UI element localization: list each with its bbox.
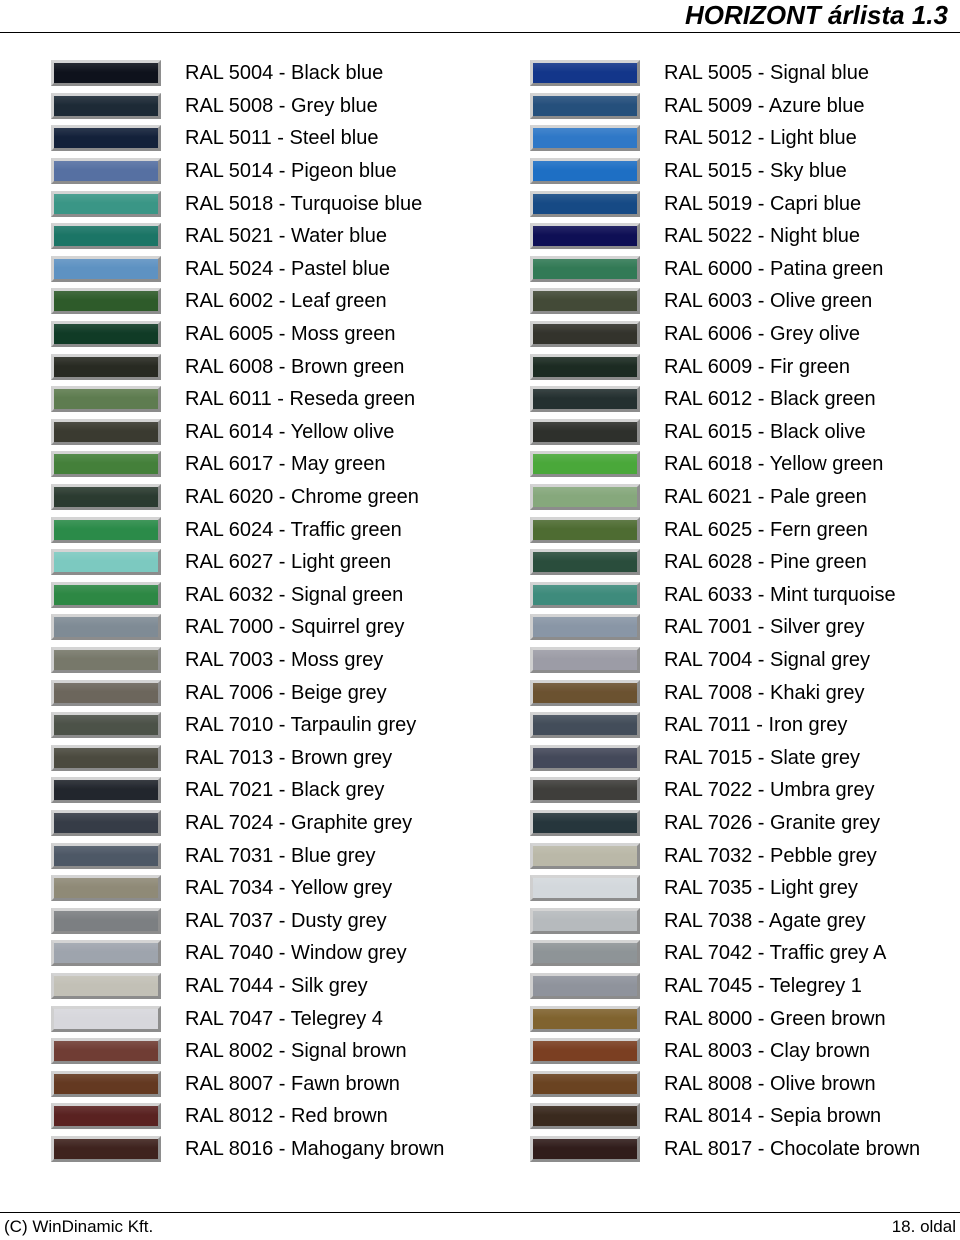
color-label: RAL 7031 - Blue grey [185, 844, 376, 867]
color-label: RAL 7038 - Agate grey [664, 909, 866, 932]
color-swatch [51, 712, 161, 738]
color-swatch [530, 940, 640, 966]
color-swatch [51, 843, 161, 869]
color-swatch [51, 973, 161, 999]
color-row [530, 187, 920, 220]
color-label: RAL 6028 - Pine green [664, 551, 867, 574]
color-label: RAL 6011 - Reseda green [185, 388, 416, 411]
color-row [51, 383, 444, 416]
color-label: RAL 5009 - Azure blue [664, 94, 865, 117]
color-label: RAL 7015 - Slate grey [664, 746, 861, 769]
color-swatch [51, 614, 161, 640]
color-label: RAL 7010 - Tarpaulin grey [185, 714, 417, 737]
color-swatch [530, 745, 640, 771]
color-swatch [530, 1006, 640, 1032]
color-swatch [530, 614, 640, 640]
color-row [51, 709, 444, 742]
color-row [51, 579, 444, 612]
color-row [51, 937, 444, 970]
color-swatch [51, 354, 161, 380]
color-label: RAL 7013 - Brown grey [185, 746, 393, 769]
color-row [51, 122, 444, 155]
color-label: RAL 8000 - Green brown [664, 1007, 886, 1030]
color-row [51, 1035, 444, 1068]
color-label: RAL 5008 - Grey blue [185, 94, 378, 117]
color-swatch [530, 973, 640, 999]
color-swatch [530, 680, 640, 706]
color-row [530, 741, 920, 774]
color-row [530, 57, 920, 90]
color-label: RAL 7034 - Yellow grey [185, 877, 393, 900]
color-label: RAL 6021 - Pale green [664, 486, 867, 509]
color-row [530, 970, 920, 1003]
color-label: RAL 6000 - Patina green [664, 257, 884, 280]
color-swatch [51, 940, 161, 966]
color-row [51, 57, 444, 90]
color-label: RAL 7037 - Dusty grey [185, 909, 387, 932]
color-label: RAL 8008 - Olive brown [664, 1072, 876, 1095]
color-row [530, 1133, 920, 1166]
color-label: RAL 6027 - Light green [185, 551, 392, 574]
color-row [530, 220, 920, 253]
color-row [530, 611, 920, 644]
footer-divider [0, 1212, 960, 1213]
color-label: RAL 7040 - Window grey [185, 942, 407, 965]
color-label: RAL 7000 - Squirrel grey [185, 616, 405, 639]
color-label: RAL 5021 - Water blue [185, 225, 387, 248]
page-title: HORIZONT árlista 1.3 [685, 0, 948, 30]
color-row [51, 90, 444, 123]
color-row [530, 253, 920, 286]
color-swatch [51, 517, 161, 543]
color-row [51, 611, 444, 644]
color-label: RAL 5011 - Steel blue [185, 127, 379, 150]
color-label: RAL 7004 - Signal grey [664, 648, 871, 671]
color-swatch [51, 1136, 161, 1162]
color-label: RAL 6025 - Fern green [664, 518, 868, 541]
color-label: RAL 5012 - Light blue [664, 127, 857, 150]
color-swatch [51, 125, 161, 151]
color-swatch [530, 256, 640, 282]
footer-page-number: 18. oldal [891, 1217, 956, 1236]
color-label: RAL 8014 - Sepia brown [664, 1105, 882, 1128]
color-label: RAL 6005 - Moss green [185, 323, 396, 346]
color-swatch [530, 549, 640, 575]
color-row [51, 155, 444, 188]
color-row [51, 872, 444, 905]
color-row [530, 155, 920, 188]
color-label: RAL 6018 - Yellow green [664, 453, 884, 476]
color-swatch [51, 1071, 161, 1097]
color-swatch [51, 647, 161, 673]
color-row [530, 513, 920, 546]
color-label: RAL 6017 - May green [185, 453, 386, 476]
color-row [530, 839, 920, 872]
color-row [51, 350, 444, 383]
color-row [51, 220, 444, 253]
color-row [530, 676, 920, 709]
color-row [530, 1100, 920, 1133]
color-swatch [530, 125, 640, 151]
color-swatch [530, 908, 640, 934]
color-swatch [51, 158, 161, 184]
color-swatch [530, 484, 640, 510]
color-row [530, 644, 920, 677]
color-swatch [51, 1038, 161, 1064]
color-swatch [530, 60, 640, 86]
color-swatch [51, 1103, 161, 1129]
color-row [51, 187, 444, 220]
color-swatch [51, 777, 161, 803]
color-swatch [530, 647, 640, 673]
color-row [530, 481, 920, 514]
color-row [51, 1133, 444, 1166]
color-swatch [530, 386, 640, 412]
color-label: RAL 6012 - Black green [664, 388, 876, 411]
color-row [51, 318, 444, 351]
color-row [530, 904, 920, 937]
color-label: RAL 6002 - Leaf green [185, 290, 387, 313]
color-row [530, 448, 920, 481]
color-label: RAL 8002 - Signal brown [185, 1040, 407, 1063]
color-row [51, 546, 444, 579]
color-row [530, 872, 920, 905]
color-label: RAL 7042 - Traffic grey A [664, 942, 887, 965]
color-label: RAL 8017 - Chocolate brown [664, 1137, 921, 1160]
color-row [51, 644, 444, 677]
color-swatch [530, 288, 640, 314]
footer-company: (C) WinDinamic Kft. [4, 1217, 154, 1236]
color-swatch [51, 288, 161, 314]
header-divider [0, 32, 960, 33]
color-label: RAL 5005 - Signal blue [664, 62, 869, 85]
color-row [530, 416, 920, 449]
color-row [530, 122, 920, 155]
color-label: RAL 7024 - Graphite grey [185, 811, 413, 834]
color-row [530, 1067, 920, 1100]
color-swatch [530, 223, 640, 249]
color-row [530, 774, 920, 807]
color-swatch [530, 1038, 640, 1064]
color-swatch [51, 582, 161, 608]
color-label: RAL 7003 - Moss grey [185, 648, 384, 671]
color-list-left [51, 57, 444, 1165]
color-list-right [530, 57, 920, 1165]
color-label: RAL 6032 - Signal green [185, 583, 404, 606]
color-row [51, 904, 444, 937]
color-swatch [530, 875, 640, 901]
color-label: RAL 6024 - Traffic green [185, 518, 402, 541]
color-label: RAL 7001 - Silver grey [664, 616, 865, 639]
color-row [530, 285, 920, 318]
color-swatch [530, 1103, 640, 1129]
color-row [530, 318, 920, 351]
color-label: RAL 6014 - Yellow olive [185, 420, 395, 443]
color-label: RAL 7032 - Pebble grey [664, 844, 877, 867]
color-swatch [51, 191, 161, 217]
color-label: RAL 6003 - Olive green [664, 290, 873, 313]
color-swatch [530, 191, 640, 217]
color-label: RAL 7011 - Iron grey [664, 714, 848, 737]
color-row [530, 1035, 920, 1068]
color-label: RAL 7045 - Telegrey 1 [664, 974, 862, 997]
color-label: RAL 7021 - Black grey [185, 779, 385, 802]
color-label: RAL 7022 - Umbra grey [664, 779, 875, 802]
color-row [51, 774, 444, 807]
color-label: RAL 8012 - Red brown [185, 1105, 388, 1128]
color-swatch [530, 93, 640, 119]
color-label: RAL 7026 - Granite grey [664, 811, 881, 834]
color-swatch [530, 712, 640, 738]
color-swatch [51, 60, 161, 86]
color-row [530, 546, 920, 579]
color-label: RAL 7047 - Telegrey 4 [185, 1007, 383, 1030]
color-row [530, 383, 920, 416]
color-swatch [51, 451, 161, 477]
color-label: RAL 5024 - Pastel blue [185, 257, 390, 280]
color-swatch [530, 451, 640, 477]
color-swatch [51, 419, 161, 445]
color-row [530, 579, 920, 612]
color-row [51, 807, 444, 840]
color-row [51, 481, 444, 514]
color-swatch [51, 386, 161, 412]
color-swatch [530, 582, 640, 608]
color-row [51, 513, 444, 546]
color-label: RAL 8003 - Clay brown [664, 1040, 871, 1063]
color-row [51, 285, 444, 318]
color-swatch [51, 93, 161, 119]
color-row [51, 416, 444, 449]
color-swatch [530, 1136, 640, 1162]
color-label: RAL 8016 - Mahogany brown [185, 1137, 445, 1160]
color-swatch [51, 680, 161, 706]
color-label: RAL 5019 - Capri blue [664, 192, 862, 215]
color-label: RAL 6033 - Mint turquoise [664, 583, 896, 606]
color-label: RAL 7006 - Beige grey [185, 681, 387, 704]
color-row [530, 709, 920, 742]
color-swatch [530, 843, 640, 869]
color-swatch [51, 908, 161, 934]
color-row [51, 1002, 444, 1035]
color-swatch [530, 1071, 640, 1097]
color-label: RAL 6020 - Chrome green [185, 486, 419, 509]
color-label: RAL 6009 - Fir green [664, 355, 851, 378]
color-row [51, 676, 444, 709]
color-row [51, 448, 444, 481]
color-label: RAL 7008 - Khaki grey [664, 681, 865, 704]
color-swatch [530, 517, 640, 543]
color-swatch [51, 321, 161, 347]
color-row [51, 1100, 444, 1133]
color-swatch [51, 484, 161, 510]
color-swatch [51, 875, 161, 901]
color-label: RAL 5004 - Black blue [185, 62, 384, 85]
color-label: RAL 5018 - Turquoise blue [185, 192, 423, 215]
color-row [51, 1067, 444, 1100]
color-row [530, 1002, 920, 1035]
color-label: RAL 6006 - Grey olive [664, 323, 861, 346]
color-row [51, 741, 444, 774]
color-row [51, 839, 444, 872]
color-swatch [530, 354, 640, 380]
color-swatch [530, 158, 640, 184]
color-row [530, 937, 920, 970]
color-swatch [51, 549, 161, 575]
color-swatch [51, 223, 161, 249]
color-label: RAL 6015 - Black olive [664, 420, 866, 443]
color-label: RAL 5014 - Pigeon blue [185, 160, 397, 183]
color-swatch [51, 745, 161, 771]
color-swatch [51, 256, 161, 282]
color-row [530, 807, 920, 840]
color-swatch [530, 810, 640, 836]
color-label: RAL 8007 - Fawn brown [185, 1072, 400, 1095]
color-swatch [530, 777, 640, 803]
color-swatch [51, 1006, 161, 1032]
color-label: RAL 6008 - Brown green [185, 355, 405, 378]
color-label: RAL 5015 - Sky blue [664, 160, 847, 183]
color-swatch [530, 321, 640, 347]
color-label: RAL 7044 - Silk grey [185, 974, 368, 997]
color-swatch [51, 810, 161, 836]
color-label: RAL 5022 - Night blue [664, 225, 861, 248]
color-row [51, 253, 444, 286]
color-swatch [530, 419, 640, 445]
color-row [530, 90, 920, 123]
color-label: RAL 7035 - Light grey [664, 877, 858, 900]
color-row [51, 970, 444, 1003]
color-row [530, 350, 920, 383]
